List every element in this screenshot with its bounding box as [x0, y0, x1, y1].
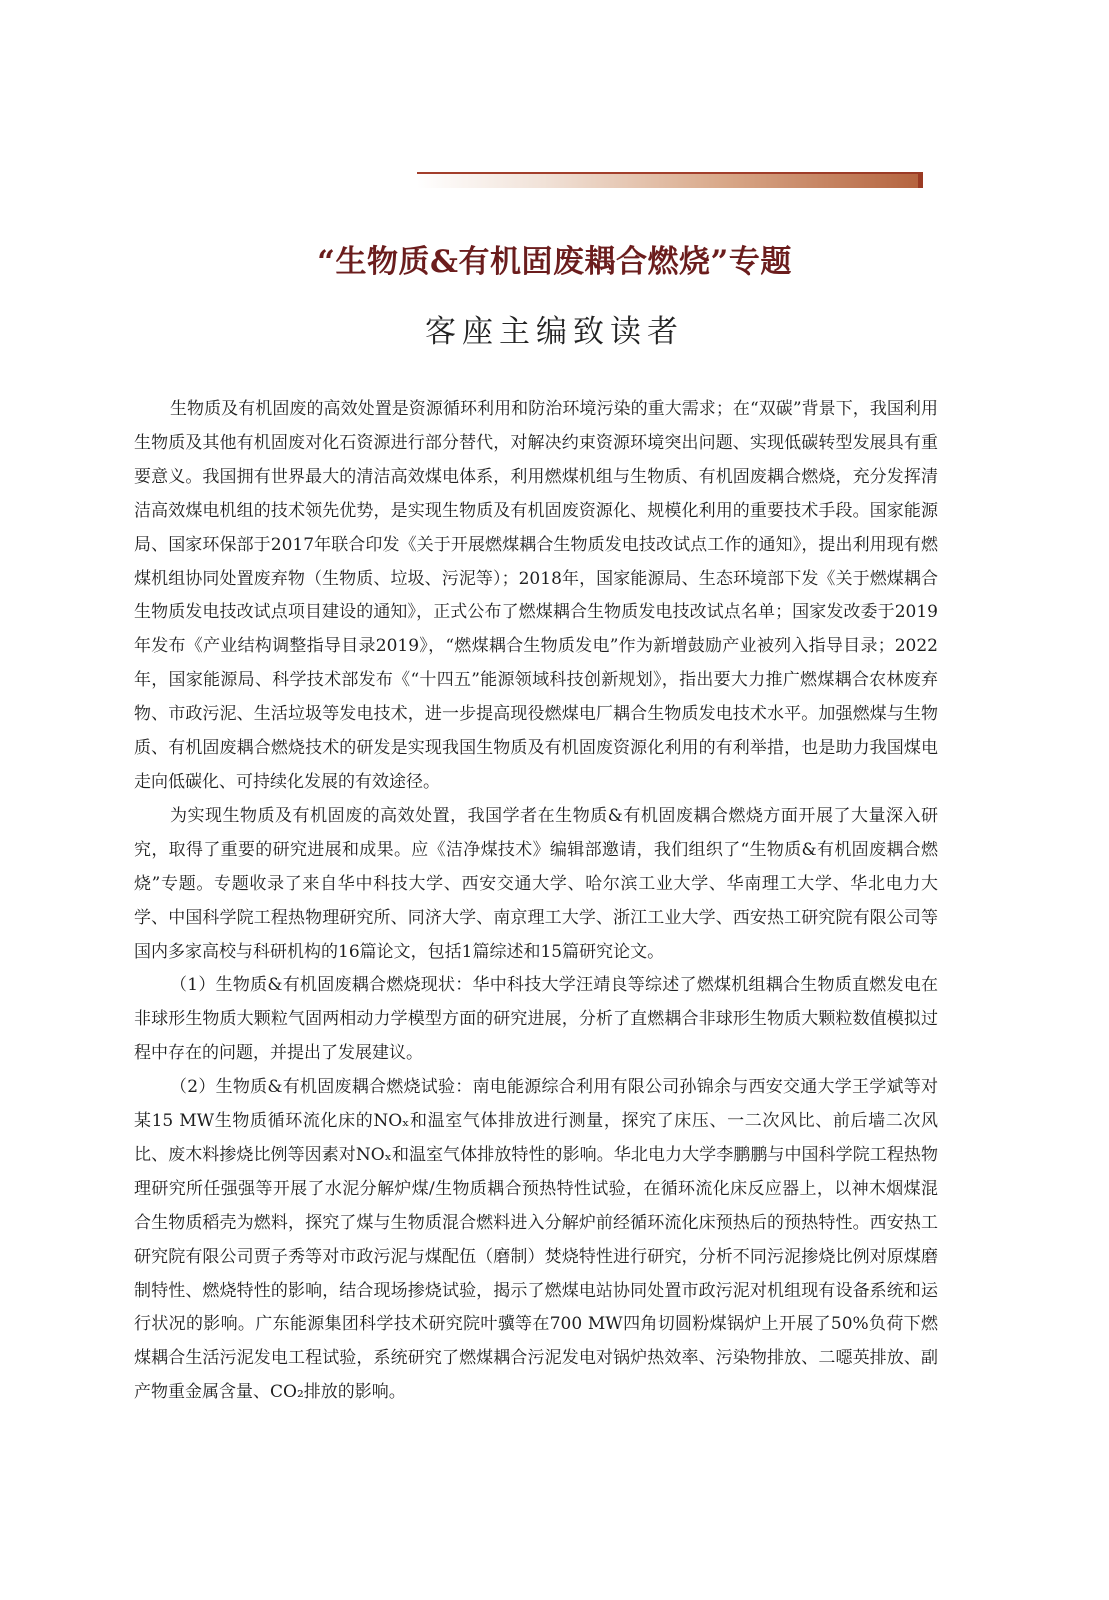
paragraph-section-2: （2）生物质&有机固废耦合燃烧试验：南电能源综合利用有限公司孙锦余与西安交通大学王学斌等对某15 MW生物质循环流化床的NOₓ和温室气体排放进行测量，探究了床压、一二次风比、前后墙二次风比、废木料掺烧比例等因素对NOₓ和温室气体排放特性的影响。华北电力大学李鹏鹏与中国科学院工程热物理研究所任强强等开展了水泥分解炉煤/生物质耦合预热特性试验，在循环流化床反应器上，以神木烟煤混合生物质稻壳为燃料，探究了煤与生物质混合燃料进入分解炉前经循环流化床预热后的预热特性。西安热工研究院有限公司贾子秀等对市政污泥与煤配伍（磨制）焚烧特性进行研究，分析不同污泥掺烧比例对原煤磨制特性、燃烧特性的影响，结合现场掺烧试验，揭示了燃煤电站协同处置市政污泥对机组现有设备系统和运行状况的影响。广东能源集团科学技术研究院叶骥等在700 MW四角切圆粉煤锅炉上开展了50%负荷下燃煤耦合生活污泥发电工程试验，系统研究了燃煤耦合污泥发电对锅炉热效率、污染物排放、二噁英排放、副产物重金属含量、CO₂排放的影响。 [134, 1077, 938, 1403]
paragraph-section-1: （1）生物质&有机固废耦合燃烧现状：华中科技大学汪靖良等综述了燃煤机组耦合生物质直燃发电在非球形生物质大颗粒气固两相动力学模型方面的研究进展，分析了直燃耦合非球形生物质大颗粒数值模拟过程中存在的问题，并提出了发展建议。 [134, 975, 938, 1064]
paragraph-topic-overview: 为实现生物质及有机固废的高效处置，我国学者在生物质&有机固废耦合燃烧方面开展了大量深入研究，取得了重要的研究进展和成果。应《洁净煤技术》编辑部邀请，我们组织了“生物质&有机固废耦合燃烧”专题。专题收录了来自华中科技大学、西安交通大学、哈尔滨工业大学、华南理工大学、华北电力大学、中国科学院工程热物理研究所、同济大学、南京理工大学、浙江工业大学、西安热工研究院有限公司等国内多家高校与科研机构的16篇论文，包括1篇综述和15篇研究论文。 [134, 805, 938, 962]
article-body [134, 393, 938, 1410]
page-title: “生物质&有机固废耦合燃烧”专题 [317, 244, 792, 280]
paragraph-intro: 生物质及有机固废的高效处置是资源循环利用和防治环境污染的重大需求；在“双碳”背景下，我国利用生物质及其他有机固废对化石资源进行部分替代，对解决约束资源环境突出问题、实现低碳转型发展具有重要意义。我国拥有世界最大的清洁高效煤电体系，利用燃煤机组与生物质、有机固废耦合燃烧，充分发挥清洁高效煤电机组的技术领先优势，是实现生物质及有机固废资源化、规模化利用的重要技术手段。国家能源局、国家环保部于2017年联合印发《关于开展燃煤耦合生物质发电技改试点工作的通知》，提出利用现有燃煤机组协同处置废弃物（生物质、垃圾、污泥等）；2018年，国家能源局、生态环境部下发《关于燃煤耦合生物质发电技改试点项目建设的通知》，正式公布了燃煤耦合生物质发电技改试点名单；国家发改委于2019年发布《产业结构调整指导目录2019》，“燃煤耦合生物质发电”作为新增鼓励产业被列入指导目录；2022年，国家能源局、科学技术部发布《“十四五”能源领域科技创新规划》，指出要大力推广燃煤耦合农林废弃物、市政污泥、生活垃圾等发电技术，进一步提高现役燃煤电厂耦合生物质发电技术水平。加强燃煤与生物质、有机固废耦合燃烧技术的研发是实现我国生物质及有机固废资源化利用的有利举措，也是助力我国煤电走向低碳化、可持续化发展的有效途径。 [134, 399, 938, 792]
header-decorative-bar [417, 172, 923, 188]
header-decorative-line [417, 172, 923, 174]
page-subtitle: 客座主编致读者 [425, 314, 684, 350]
header-decorative-bar-end [918, 172, 923, 188]
